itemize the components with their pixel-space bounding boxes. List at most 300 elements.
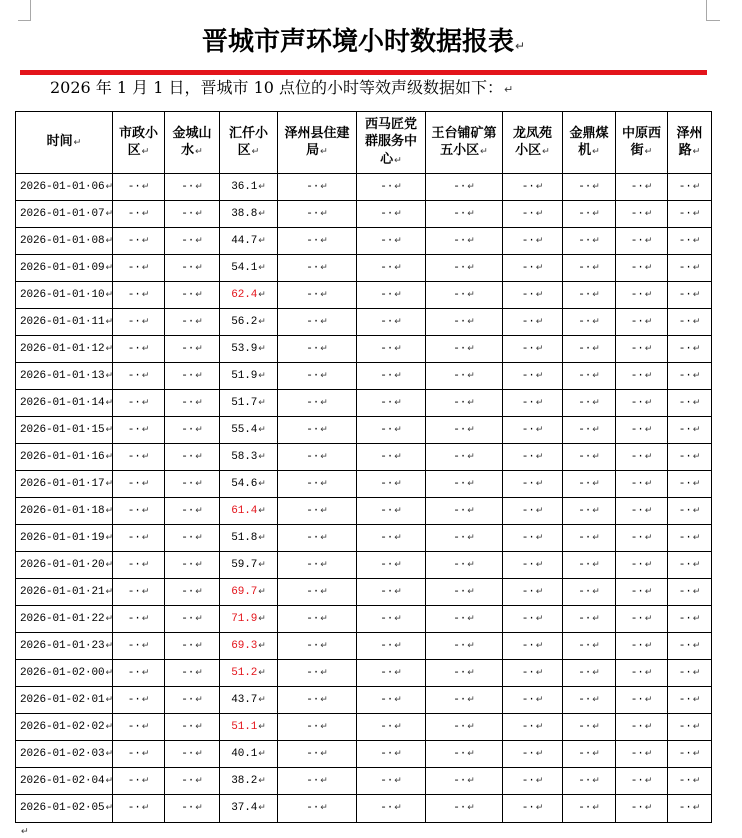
time-cell: 2026-01-01·18 ↵	[16, 498, 113, 524]
station-value-cell: -· ↵	[563, 741, 616, 767]
time-cell: 2026-01-01·11 ↵	[16, 309, 113, 335]
station-value-cell: -· ↵	[563, 498, 616, 524]
station-value-cell: -· ↵	[278, 525, 357, 551]
station-value-cell: -· ↵	[563, 768, 616, 794]
column-header-label: 龙凤苑小区 ↵	[510, 125, 554, 161]
column-header-label: 金城山水 ↵	[170, 125, 214, 161]
station-value-cell: -· ↵	[165, 525, 220, 551]
station-value-cell: -· ↵	[426, 417, 503, 443]
station-value-cell: -· ↵	[668, 606, 711, 632]
station-value-cell: 51.7 ↵	[220, 390, 278, 416]
table-row	[16, 714, 711, 741]
station-value-cell: -· ↵	[113, 363, 165, 389]
station-value-cell: -· ↵	[278, 687, 357, 713]
station-value-cell: -· ↵	[357, 174, 426, 200]
station-value-cell: -· ↵	[426, 255, 503, 281]
station-value-cell: -· ↵	[278, 336, 357, 362]
station-value-cell: -· ↵	[503, 525, 563, 551]
margin-corner-mark-left	[30, 0, 31, 21]
station-value-cell: -· ↵	[616, 660, 668, 686]
station-value-cell: 38.2 ↵	[220, 768, 278, 794]
column-header-wangtaipu-kuang-wuxiaoqu	[426, 112, 503, 173]
station-value-cell: -· ↵	[503, 471, 563, 497]
station-value-cell: -· ↵	[668, 498, 711, 524]
station-value-cell: 36.1 ↵	[220, 174, 278, 200]
station-value-cell: -· ↵	[503, 282, 563, 308]
station-value-cell: -· ↵	[113, 579, 165, 605]
station-value-cell: -· ↵	[357, 687, 426, 713]
station-value-cell: -· ↵	[165, 498, 220, 524]
table-row	[16, 336, 711, 363]
station-value-cell: -· ↵	[616, 633, 668, 659]
time-cell: 2026-01-02·04 ↵	[16, 768, 113, 794]
station-value-cell: -· ↵	[278, 255, 357, 281]
station-value-cell: -· ↵	[503, 606, 563, 632]
station-value-cell: -· ↵	[563, 228, 616, 254]
station-value-cell: -· ↵	[357, 471, 426, 497]
station-value-cell: -· ↵	[668, 228, 711, 254]
station-value-cell: -· ↵	[113, 174, 165, 200]
table-row	[16, 795, 711, 822]
station-value-cell: -· ↵	[616, 768, 668, 794]
station-value-cell: -· ↵	[165, 255, 220, 281]
station-value-cell: -· ↵	[616, 579, 668, 605]
station-value-cell: -· ↵	[165, 390, 220, 416]
station-value-cell: -· ↵	[616, 525, 668, 551]
time-cell: 2026-01-02·05 ↵	[16, 795, 113, 822]
station-value-cell: 54.6 ↵	[220, 471, 278, 497]
station-value-cell: -· ↵	[113, 795, 165, 822]
time-cell: 2026-01-02·03 ↵	[16, 741, 113, 767]
station-value-cell: -· ↵	[426, 768, 503, 794]
station-value-cell: -· ↵	[165, 687, 220, 713]
table-row	[16, 498, 711, 525]
station-value-cell: 51.1 ↵	[220, 714, 278, 740]
station-value-cell: -· ↵	[563, 282, 616, 308]
station-value-cell: -· ↵	[278, 498, 357, 524]
table-row	[16, 660, 711, 687]
station-value-cell: -· ↵	[426, 795, 503, 822]
station-value-cell: -· ↵	[426, 606, 503, 632]
station-value-cell: -· ↵	[113, 498, 165, 524]
station-value-cell: -· ↵	[503, 174, 563, 200]
station-value-cell: -· ↵	[113, 282, 165, 308]
table-row	[16, 201, 711, 228]
time-cell: 2026-01-01·19 ↵	[16, 525, 113, 551]
station-value-cell: -· ↵	[357, 444, 426, 470]
margin-corner-mark-right	[706, 0, 707, 21]
column-header-zezhou-lu	[668, 112, 711, 173]
station-value-cell: -· ↵	[165, 606, 220, 632]
station-value-cell: -· ↵	[503, 309, 563, 335]
station-value-cell: -· ↵	[616, 282, 668, 308]
time-cell: 2026-01-02·00 ↵	[16, 660, 113, 686]
station-value-cell: -· ↵	[113, 471, 165, 497]
station-value-cell: -· ↵	[563, 201, 616, 227]
station-value-cell: -· ↵	[616, 795, 668, 822]
column-header-huiqian-xiaoqu	[220, 112, 278, 173]
column-header-zezhou-zhujianju	[278, 112, 357, 173]
column-header-label: 时间 ↵	[47, 133, 82, 152]
station-value-cell: -· ↵	[278, 228, 357, 254]
station-value-cell: -· ↵	[563, 660, 616, 686]
time-cell: 2026-01-01·14 ↵	[16, 390, 113, 416]
time-cell: 2026-01-01·06 ↵	[16, 174, 113, 200]
station-value-cell: -· ↵	[426, 552, 503, 578]
time-cell: 2026-01-02·01 ↵	[16, 687, 113, 713]
station-value-cell: -· ↵	[563, 390, 616, 416]
station-value-cell: -· ↵	[668, 687, 711, 713]
noise-data-table	[15, 111, 712, 823]
station-value-cell: -· ↵	[563, 417, 616, 443]
station-value-cell: -· ↵	[563, 471, 616, 497]
station-value-cell: -· ↵	[113, 390, 165, 416]
station-value-cell: -· ↵	[165, 471, 220, 497]
station-value-cell: -· ↵	[616, 552, 668, 578]
column-header-longfengyuan-xiaoqu	[503, 112, 563, 173]
station-value-cell: -· ↵	[113, 201, 165, 227]
station-value-cell: -· ↵	[503, 255, 563, 281]
station-value-cell: -· ↵	[616, 201, 668, 227]
station-value-cell: -· ↵	[503, 417, 563, 443]
station-value-cell: -· ↵	[426, 444, 503, 470]
station-value-cell: -· ↵	[357, 633, 426, 659]
report-title: 晋城市声环境小时数据报表 ↵	[20, 25, 707, 59]
station-value-cell: -· ↵	[113, 714, 165, 740]
column-header-label: 王台铺矿第五小区 ↵	[429, 125, 499, 161]
station-value-cell: 56.2 ↵	[220, 309, 278, 335]
time-cell: 2026-01-02·02 ↵	[16, 714, 113, 740]
station-value-cell: -· ↵	[668, 633, 711, 659]
station-value-cell: -· ↵	[426, 282, 503, 308]
station-value-cell: -· ↵	[426, 687, 503, 713]
station-value-cell: -· ↵	[616, 471, 668, 497]
station-value-cell: -· ↵	[278, 795, 357, 822]
station-value-cell: -· ↵	[165, 768, 220, 794]
station-value-cell: -· ↵	[113, 552, 165, 578]
station-value-cell: -· ↵	[503, 201, 563, 227]
station-value-cell: -· ↵	[503, 444, 563, 470]
station-value-cell: -· ↵	[668, 471, 711, 497]
station-value-cell: -· ↵	[357, 795, 426, 822]
station-value-cell: -· ↵	[278, 282, 357, 308]
time-cell: 2026-01-01·15 ↵	[16, 417, 113, 443]
station-value-cell: -· ↵	[357, 336, 426, 362]
margin-corner-mark-right	[706, 20, 720, 21]
station-value-cell: -· ↵	[563, 714, 616, 740]
station-value-cell: -· ↵	[278, 471, 357, 497]
station-value-cell: -· ↵	[165, 552, 220, 578]
station-value-cell: -· ↵	[278, 174, 357, 200]
station-value-cell: -· ↵	[503, 552, 563, 578]
station-value-cell: 61.4 ↵	[220, 498, 278, 524]
station-value-cell: -· ↵	[165, 363, 220, 389]
station-value-cell: -· ↵	[563, 444, 616, 470]
station-value-cell: -· ↵	[668, 552, 711, 578]
station-value-cell: -· ↵	[357, 525, 426, 551]
time-cell: 2026-01-01·13 ↵	[16, 363, 113, 389]
station-value-cell: -· ↵	[616, 363, 668, 389]
table-row	[16, 525, 711, 552]
station-value-cell: 37.4 ↵	[220, 795, 278, 822]
station-value-cell: -· ↵	[278, 390, 357, 416]
table-row	[16, 309, 711, 336]
margin-corner-mark-left	[18, 20, 31, 21]
station-value-cell: -· ↵	[278, 552, 357, 578]
column-header-label: 市政小区 ↵	[116, 125, 160, 161]
station-value-cell: -· ↵	[278, 768, 357, 794]
column-header-shizheng-xiaoqu	[113, 112, 165, 173]
station-value-cell: -· ↵	[357, 741, 426, 767]
station-value-cell: -· ↵	[563, 633, 616, 659]
station-value-cell: -· ↵	[357, 714, 426, 740]
station-value-cell: -· ↵	[165, 228, 220, 254]
station-value-cell: 69.7 ↵	[220, 579, 278, 605]
station-value-cell: -· ↵	[503, 741, 563, 767]
station-value-cell: -· ↵	[668, 201, 711, 227]
station-value-cell: -· ↵	[165, 309, 220, 335]
table-row	[16, 255, 711, 282]
station-value-cell: -· ↵	[563, 363, 616, 389]
station-value-cell: -· ↵	[357, 201, 426, 227]
station-value-cell: -· ↵	[616, 687, 668, 713]
station-value-cell: -· ↵	[668, 336, 711, 362]
station-value-cell: -· ↵	[278, 741, 357, 767]
station-value-cell: -· ↵	[113, 741, 165, 767]
column-header-label: 汇仟小区 ↵	[226, 125, 270, 161]
table-row	[16, 687, 711, 714]
paragraph-mark	[20, 824, 29, 837]
station-value-cell: -· ↵	[113, 255, 165, 281]
station-value-cell: -· ↵	[668, 282, 711, 308]
station-value-cell: 62.4 ↵	[220, 282, 278, 308]
station-value-cell: -· ↵	[278, 606, 357, 632]
station-value-cell: -· ↵	[503, 336, 563, 362]
station-value-cell: -· ↵	[616, 255, 668, 281]
station-value-cell: -· ↵	[357, 390, 426, 416]
station-value-cell: -· ↵	[165, 741, 220, 767]
station-value-cell: -· ↵	[113, 309, 165, 335]
station-value-cell: -· ↵	[616, 444, 668, 470]
station-value-cell: -· ↵	[668, 714, 711, 740]
station-value-cell: -· ↵	[503, 390, 563, 416]
station-value-cell: -· ↵	[278, 633, 357, 659]
station-value-cell: 54.1 ↵	[220, 255, 278, 281]
station-value-cell: -· ↵	[563, 579, 616, 605]
station-value-cell: -· ↵	[616, 741, 668, 767]
station-value-cell: -· ↵	[278, 660, 357, 686]
column-header-zhongyuan-xijie	[616, 112, 668, 173]
time-cell: 2026-01-01·07 ↵	[16, 201, 113, 227]
station-value-cell: -· ↵	[165, 336, 220, 362]
station-value-cell: -· ↵	[165, 417, 220, 443]
station-value-cell: -· ↵	[278, 309, 357, 335]
station-value-cell: 59.7 ↵	[220, 552, 278, 578]
station-value-cell: -· ↵	[165, 714, 220, 740]
station-value-cell: -· ↵	[357, 606, 426, 632]
table-row	[16, 768, 711, 795]
station-value-cell: -· ↵	[113, 660, 165, 686]
station-value-cell: -· ↵	[563, 525, 616, 551]
station-value-cell: -· ↵	[165, 660, 220, 686]
station-value-cell: -· ↵	[616, 606, 668, 632]
table-row	[16, 606, 711, 633]
column-header-ximajiang-dangqun-center	[357, 112, 426, 173]
table-header-row	[16, 112, 711, 174]
column-header-label: 泽州路 ↵	[674, 125, 705, 161]
column-header-label: 金鼎煤机 ↵	[567, 125, 611, 161]
station-value-cell: 51.2 ↵	[220, 660, 278, 686]
station-value-cell: -· ↵	[113, 633, 165, 659]
station-value-cell: -· ↵	[426, 309, 503, 335]
time-cell: 2026-01-01·16 ↵	[16, 444, 113, 470]
station-value-cell: -· ↵	[278, 201, 357, 227]
station-value-cell: -· ↵	[165, 795, 220, 822]
station-value-cell: -· ↵	[357, 579, 426, 605]
station-value-cell: -· ↵	[668, 255, 711, 281]
station-value-cell: -· ↵	[426, 336, 503, 362]
station-value-cell: -· ↵	[278, 444, 357, 470]
station-value-cell: -· ↵	[426, 633, 503, 659]
table-row	[16, 390, 711, 417]
table-row	[16, 363, 711, 390]
station-value-cell: -· ↵	[357, 498, 426, 524]
station-value-cell: -· ↵	[165, 174, 220, 200]
time-cell: 2026-01-01·12 ↵	[16, 336, 113, 362]
station-value-cell: -· ↵	[426, 714, 503, 740]
station-value-cell: -· ↵	[426, 201, 503, 227]
table-row	[16, 471, 711, 498]
station-value-cell: -· ↵	[503, 498, 563, 524]
station-value-cell: 55.4 ↵	[220, 417, 278, 443]
station-value-cell: -· ↵	[503, 768, 563, 794]
station-value-cell: -· ↵	[563, 255, 616, 281]
station-value-cell: -· ↵	[113, 228, 165, 254]
column-header-jincheng-shanshui	[165, 112, 220, 173]
station-value-cell: 71.9 ↵	[220, 606, 278, 632]
station-value-cell: -· ↵	[113, 687, 165, 713]
station-value-cell: -· ↵	[278, 417, 357, 443]
column-header-label: 西马匠党群服务中心 ↵	[362, 116, 419, 170]
column-header-jinding-meiji	[563, 112, 616, 173]
time-cell: 2026-01-01·08 ↵	[16, 228, 113, 254]
station-value-cell: -· ↵	[165, 444, 220, 470]
time-cell: 2026-01-01·23 ↵	[16, 633, 113, 659]
station-value-cell: 69.3 ↵	[220, 633, 278, 659]
station-value-cell: -· ↵	[668, 174, 711, 200]
time-cell: 2026-01-01·21 ↵	[16, 579, 113, 605]
station-value-cell: -· ↵	[357, 282, 426, 308]
table-row	[16, 552, 711, 579]
station-value-cell: -· ↵	[278, 579, 357, 605]
column-header-label: 泽州县住建局 ↵	[282, 125, 352, 161]
intro-paragraph: 2026 年 1 月 1 日，晋城市 10 点位的小时等效声级数据如下： ↵	[50, 78, 513, 98]
station-value-cell: -· ↵	[668, 525, 711, 551]
station-value-cell: -· ↵	[563, 336, 616, 362]
station-value-cell: -· ↵	[668, 741, 711, 767]
station-value-cell: -· ↵	[426, 660, 503, 686]
title-underline-rule	[20, 70, 707, 75]
station-value-cell: -· ↵	[563, 174, 616, 200]
station-value-cell: -· ↵	[278, 714, 357, 740]
station-value-cell: -· ↵	[668, 579, 711, 605]
station-value-cell: -· ↵	[616, 228, 668, 254]
column-header-label: 中原西街 ↵	[619, 125, 663, 161]
table-row	[16, 282, 711, 309]
station-value-cell: 44.7 ↵	[220, 228, 278, 254]
station-value-cell: 53.9 ↵	[220, 336, 278, 362]
table-row	[16, 633, 711, 660]
station-value-cell: -· ↵	[503, 660, 563, 686]
station-value-cell: -· ↵	[616, 390, 668, 416]
station-value-cell: -· ↵	[563, 309, 616, 335]
station-value-cell: -· ↵	[426, 498, 503, 524]
table-row	[16, 417, 711, 444]
table-row	[16, 444, 711, 471]
station-value-cell: -· ↵	[503, 228, 563, 254]
station-value-cell: -· ↵	[165, 201, 220, 227]
table-row	[16, 579, 711, 606]
station-value-cell: -· ↵	[563, 795, 616, 822]
station-value-cell: -· ↵	[426, 174, 503, 200]
station-value-cell: -· ↵	[616, 336, 668, 362]
station-value-cell: -· ↵	[357, 228, 426, 254]
station-value-cell: -· ↵	[165, 579, 220, 605]
station-value-cell: -· ↵	[426, 741, 503, 767]
station-value-cell: -· ↵	[668, 309, 711, 335]
column-header-time	[16, 112, 113, 173]
station-value-cell: -· ↵	[503, 633, 563, 659]
station-value-cell: -· ↵	[113, 525, 165, 551]
station-value-cell: -· ↵	[668, 363, 711, 389]
station-value-cell: -· ↵	[668, 444, 711, 470]
station-value-cell: -· ↵	[563, 606, 616, 632]
table-row	[16, 174, 711, 201]
station-value-cell: -· ↵	[113, 417, 165, 443]
time-cell: 2026-01-01·20 ↵	[16, 552, 113, 578]
station-value-cell: 40.1 ↵	[220, 741, 278, 767]
time-cell: 2026-01-01·09 ↵	[16, 255, 113, 281]
station-value-cell: -· ↵	[616, 174, 668, 200]
station-value-cell: -· ↵	[426, 390, 503, 416]
station-value-cell: -· ↵	[668, 417, 711, 443]
station-value-cell: 43.7 ↵	[220, 687, 278, 713]
station-value-cell: -· ↵	[426, 228, 503, 254]
table-row	[16, 741, 711, 768]
station-value-cell: -· ↵	[503, 579, 563, 605]
station-value-cell: -· ↵	[113, 444, 165, 470]
station-value-cell: -· ↵	[113, 606, 165, 632]
station-value-cell: -· ↵	[165, 633, 220, 659]
station-value-cell: -· ↵	[426, 525, 503, 551]
station-value-cell: -· ↵	[357, 255, 426, 281]
station-value-cell: -· ↵	[165, 282, 220, 308]
station-value-cell: -· ↵	[668, 390, 711, 416]
station-value-cell: -· ↵	[503, 363, 563, 389]
station-value-cell: -· ↵	[113, 336, 165, 362]
station-value-cell: 51.8 ↵	[220, 525, 278, 551]
station-value-cell: -· ↵	[616, 309, 668, 335]
station-value-cell: -· ↵	[426, 579, 503, 605]
station-value-cell: -· ↵	[426, 363, 503, 389]
table-row	[16, 228, 711, 255]
station-value-cell: -· ↵	[616, 498, 668, 524]
station-value-cell: -· ↵	[357, 363, 426, 389]
station-value-cell: -· ↵	[426, 471, 503, 497]
station-value-cell: -· ↵	[668, 660, 711, 686]
station-value-cell: -· ↵	[278, 363, 357, 389]
station-value-cell: -· ↵	[563, 552, 616, 578]
